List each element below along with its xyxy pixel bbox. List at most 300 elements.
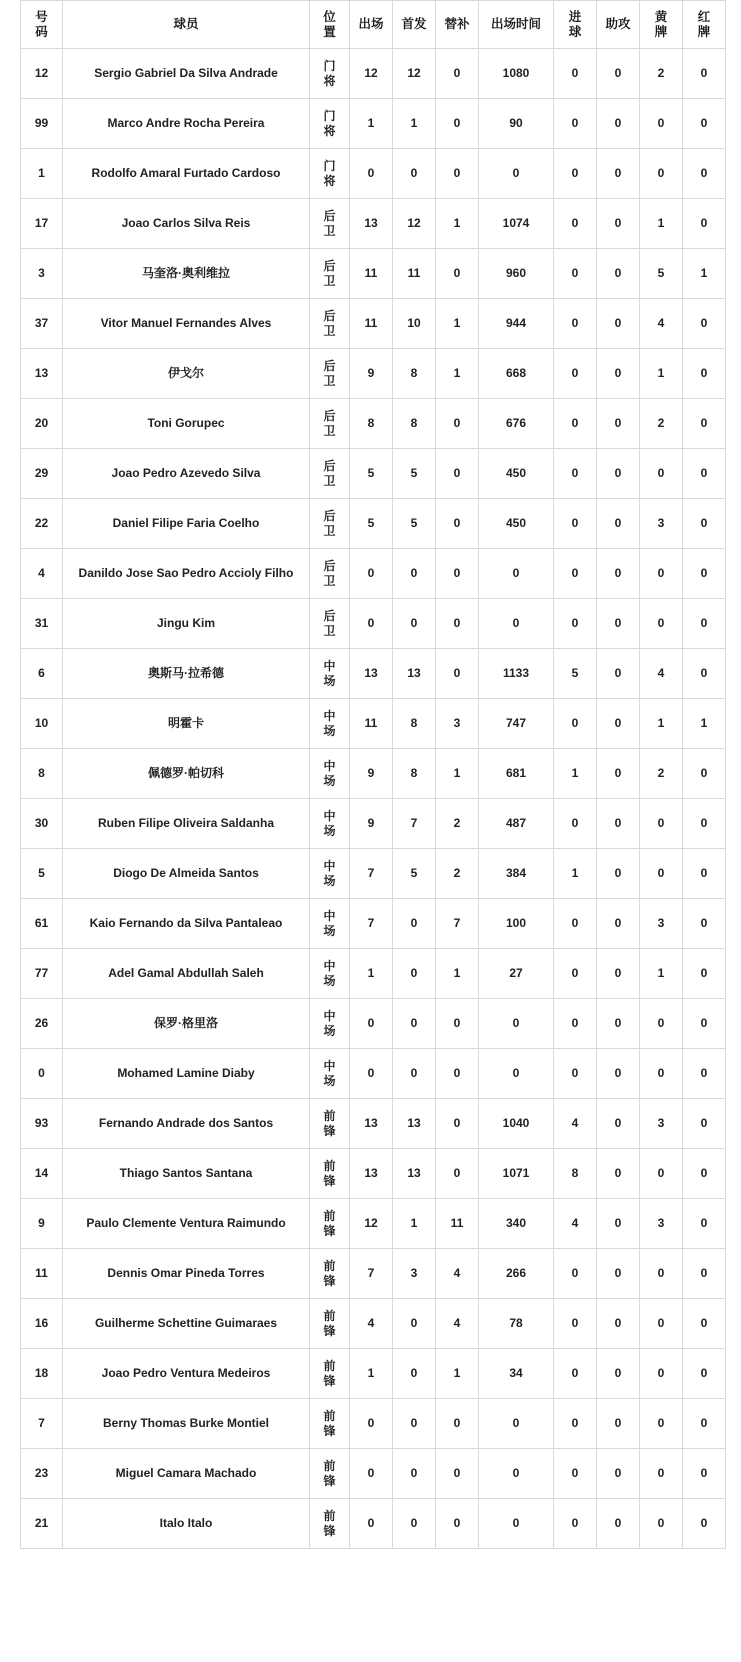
cell-yellow: 0	[640, 1299, 683, 1349]
cell-number: 61	[21, 899, 63, 949]
cell-sub: 1	[436, 749, 479, 799]
cell-starts: 12	[393, 49, 436, 99]
cell-assists: 0	[597, 599, 640, 649]
cell-number: 17	[21, 199, 63, 249]
cell-position	[310, 749, 350, 799]
cell-yellow: 1	[640, 349, 683, 399]
cell-yellow: 4	[640, 649, 683, 699]
cell-assists: 0	[597, 549, 640, 599]
cell-yellow: 2	[640, 49, 683, 99]
cell-position-label: 后卫	[323, 459, 336, 488]
cell-assists: 0	[597, 1149, 640, 1199]
cell-number: 37	[21, 299, 63, 349]
column-header-minutes: 出场时间	[479, 1, 554, 49]
table-row	[21, 349, 726, 399]
cell-red: 0	[683, 549, 726, 599]
cell-position-label: 前锋	[323, 1359, 336, 1388]
cell-sub: 0	[436, 1099, 479, 1149]
cell-position	[310, 1049, 350, 1099]
table-row	[21, 799, 726, 849]
cell-assists: 0	[597, 649, 640, 699]
cell-red: 0	[683, 749, 726, 799]
cell-assists: 0	[597, 349, 640, 399]
cell-starts: 0	[393, 149, 436, 199]
cell-player: Danildo Jose Sao Pedro Accioly Filho	[63, 549, 310, 599]
cell-minutes: 266	[479, 1249, 554, 1299]
cell-yellow: 0	[640, 799, 683, 849]
cell-number: 30	[21, 799, 63, 849]
cell-assists: 0	[597, 849, 640, 899]
cell-yellow: 3	[640, 1199, 683, 1249]
cell-number: 11	[21, 1249, 63, 1299]
cell-yellow: 0	[640, 599, 683, 649]
cell-number: 3	[21, 249, 63, 299]
cell-number: 18	[21, 1349, 63, 1399]
cell-red: 0	[683, 99, 726, 149]
column-header-assists: 助攻	[597, 1, 640, 49]
table-header	[21, 1, 726, 49]
cell-minutes: 450	[479, 449, 554, 499]
table-row	[21, 549, 726, 599]
cell-minutes: 0	[479, 149, 554, 199]
cell-position	[310, 1249, 350, 1299]
cell-red: 0	[683, 849, 726, 899]
cell-yellow: 0	[640, 99, 683, 149]
cell-position-label: 门将	[323, 159, 336, 188]
cell-player: Jingu Kim	[63, 599, 310, 649]
cell-sub: 3	[436, 699, 479, 749]
cell-player: Guilherme Schettine Guimaraes	[63, 1299, 310, 1349]
cell-sub: 0	[436, 1149, 479, 1199]
cell-assists: 0	[597, 799, 640, 849]
cell-sub: 0	[436, 99, 479, 149]
cell-starts: 0	[393, 1049, 436, 1099]
cell-sub: 0	[436, 549, 479, 599]
cell-appearances: 11	[350, 299, 393, 349]
cell-assists: 0	[597, 949, 640, 999]
cell-position-label: 后卫	[323, 209, 336, 238]
cell-appearances: 4	[350, 1299, 393, 1349]
cell-position	[310, 249, 350, 299]
cell-minutes: 960	[479, 249, 554, 299]
cell-red: 0	[683, 899, 726, 949]
cell-yellow: 0	[640, 1149, 683, 1199]
cell-appearances: 7	[350, 849, 393, 899]
cell-goals: 0	[554, 949, 597, 999]
cell-yellow: 0	[640, 1249, 683, 1299]
cell-position-label: 中场	[323, 759, 336, 788]
cell-number: 31	[21, 599, 63, 649]
cell-position	[310, 1099, 350, 1149]
player-stats-table	[20, 0, 726, 1549]
table-row	[21, 1149, 726, 1199]
column-header-position	[310, 1, 350, 49]
cell-sub: 0	[436, 599, 479, 649]
cell-red: 0	[683, 49, 726, 99]
cell-sub: 0	[436, 149, 479, 199]
cell-player: Paulo Clemente Ventura Raimundo	[63, 1199, 310, 1249]
cell-goals: 0	[554, 249, 597, 299]
cell-yellow: 0	[640, 549, 683, 599]
cell-number: 26	[21, 999, 63, 1049]
cell-minutes: 384	[479, 849, 554, 899]
cell-assists: 0	[597, 899, 640, 949]
table-body	[21, 49, 726, 1549]
cell-position-label: 中场	[323, 959, 336, 988]
cell-goals: 0	[554, 49, 597, 99]
cell-minutes: 0	[479, 1499, 554, 1549]
cell-appearances: 0	[350, 999, 393, 1049]
cell-starts: 0	[393, 549, 436, 599]
cell-minutes: 0	[479, 1049, 554, 1099]
cell-sub: 0	[436, 49, 479, 99]
cell-goals: 0	[554, 1449, 597, 1499]
cell-sub: 2	[436, 799, 479, 849]
cell-starts: 8	[393, 349, 436, 399]
cell-red: 0	[683, 999, 726, 1049]
cell-sub: 0	[436, 399, 479, 449]
cell-player: Thiago Santos Santana	[63, 1149, 310, 1199]
cell-appearances: 0	[350, 1399, 393, 1449]
cell-starts: 0	[393, 1399, 436, 1449]
cell-sub: 7	[436, 899, 479, 949]
cell-appearances: 13	[350, 1149, 393, 1199]
cell-minutes: 0	[479, 999, 554, 1049]
table-row	[21, 999, 726, 1049]
cell-appearances: 5	[350, 499, 393, 549]
column-header-position-label: 位置	[323, 10, 336, 39]
cell-yellow: 0	[640, 849, 683, 899]
cell-player: Rodolfo Amaral Furtado Cardoso	[63, 149, 310, 199]
cell-red: 0	[683, 1249, 726, 1299]
column-header-number	[21, 1, 63, 49]
cell-appearances: 1	[350, 949, 393, 999]
cell-appearances: 7	[350, 899, 393, 949]
cell-position-label: 中场	[323, 909, 336, 938]
cell-appearances: 13	[350, 199, 393, 249]
cell-player: Ruben Filipe Oliveira Saldanha	[63, 799, 310, 849]
cell-starts: 1	[393, 99, 436, 149]
cell-position-label: 中场	[323, 659, 336, 688]
cell-position-label: 后卫	[323, 409, 336, 438]
cell-starts: 13	[393, 649, 436, 699]
cell-assists: 0	[597, 249, 640, 299]
cell-sub: 0	[436, 499, 479, 549]
cell-minutes: 1133	[479, 649, 554, 699]
cell-position	[310, 1399, 350, 1449]
table-row	[21, 299, 726, 349]
cell-appearances: 11	[350, 249, 393, 299]
cell-red: 0	[683, 349, 726, 399]
table-row	[21, 1399, 726, 1449]
table-row	[21, 1199, 726, 1249]
cell-position-label: 前锋	[323, 1459, 336, 1488]
cell-number: 12	[21, 49, 63, 99]
cell-position	[310, 1449, 350, 1499]
cell-position-label: 后卫	[323, 359, 336, 388]
cell-minutes: 676	[479, 399, 554, 449]
cell-minutes: 90	[479, 99, 554, 149]
table-header-row	[21, 1, 726, 49]
cell-position	[310, 399, 350, 449]
column-header-appearances: 出场	[350, 1, 393, 49]
cell-position-label: 前锋	[323, 1159, 336, 1188]
cell-position	[310, 299, 350, 349]
column-header-red-label: 红牌	[697, 10, 711, 39]
cell-player: Marco Andre Rocha Pereira	[63, 99, 310, 149]
cell-starts: 5	[393, 499, 436, 549]
cell-goals: 8	[554, 1149, 597, 1199]
table-row	[21, 249, 726, 299]
cell-position-label: 前锋	[323, 1409, 336, 1438]
cell-assists: 0	[597, 199, 640, 249]
cell-yellow: 0	[640, 1499, 683, 1549]
cell-player: Daniel Filipe Faria Coelho	[63, 499, 310, 549]
cell-red: 0	[683, 499, 726, 549]
column-header-goals	[554, 1, 597, 49]
cell-yellow: 3	[640, 899, 683, 949]
cell-appearances: 8	[350, 399, 393, 449]
cell-starts: 3	[393, 1249, 436, 1299]
cell-red: 0	[683, 1149, 726, 1199]
cell-position	[310, 549, 350, 599]
cell-minutes: 1080	[479, 49, 554, 99]
table-row	[21, 749, 726, 799]
cell-player: Dennis Omar Pineda Torres	[63, 1249, 310, 1299]
table-row	[21, 99, 726, 149]
cell-goals: 1	[554, 749, 597, 799]
cell-yellow: 1	[640, 699, 683, 749]
cell-starts: 8	[393, 699, 436, 749]
cell-starts: 11	[393, 249, 436, 299]
cell-position	[310, 1199, 350, 1249]
cell-red: 0	[683, 149, 726, 199]
cell-minutes: 1074	[479, 199, 554, 249]
cell-position	[310, 799, 350, 849]
cell-red: 0	[683, 599, 726, 649]
cell-goals: 0	[554, 99, 597, 149]
cell-assists: 0	[597, 499, 640, 549]
cell-assists: 0	[597, 1099, 640, 1149]
column-header-starts: 首发	[393, 1, 436, 49]
column-header-player: 球员	[63, 1, 310, 49]
table-row	[21, 599, 726, 649]
cell-goals: 0	[554, 799, 597, 849]
cell-appearances: 0	[350, 1499, 393, 1549]
cell-yellow: 3	[640, 1099, 683, 1149]
cell-position-label: 后卫	[323, 309, 336, 338]
cell-number: 8	[21, 749, 63, 799]
cell-assists: 0	[597, 1449, 640, 1499]
cell-sub: 1	[436, 1349, 479, 1399]
cell-appearances: 12	[350, 49, 393, 99]
cell-player: Joao Pedro Ventura Medeiros	[63, 1349, 310, 1399]
cell-number: 99	[21, 99, 63, 149]
cell-goals: 4	[554, 1099, 597, 1149]
cell-sub: 11	[436, 1199, 479, 1249]
cell-appearances: 12	[350, 1199, 393, 1249]
cell-position	[310, 449, 350, 499]
cell-goals: 1	[554, 849, 597, 899]
cell-goals: 5	[554, 649, 597, 699]
cell-minutes: 0	[479, 1399, 554, 1449]
table-row	[21, 1249, 726, 1299]
cell-appearances: 9	[350, 799, 393, 849]
cell-position-label: 中场	[323, 1059, 336, 1088]
cell-player: 明霍卡	[63, 699, 310, 749]
cell-position	[310, 599, 350, 649]
table-row	[21, 949, 726, 999]
cell-assists: 0	[597, 1299, 640, 1349]
cell-position	[310, 1299, 350, 1349]
cell-number: 0	[21, 1049, 63, 1099]
cell-yellow: 1	[640, 199, 683, 249]
cell-appearances: 0	[350, 1449, 393, 1499]
cell-number: 4	[21, 549, 63, 599]
cell-yellow: 0	[640, 1049, 683, 1099]
cell-minutes: 668	[479, 349, 554, 399]
cell-appearances: 11	[350, 699, 393, 749]
cell-starts: 13	[393, 1099, 436, 1149]
cell-assists: 0	[597, 299, 640, 349]
cell-minutes: 340	[479, 1199, 554, 1249]
cell-number: 22	[21, 499, 63, 549]
cell-player: Berny Thomas Burke Montiel	[63, 1399, 310, 1449]
cell-position	[310, 149, 350, 199]
cell-sub: 0	[436, 1049, 479, 1099]
cell-sub: 1	[436, 949, 479, 999]
cell-starts: 0	[393, 1449, 436, 1499]
cell-starts: 5	[393, 449, 436, 499]
cell-yellow: 2	[640, 399, 683, 449]
cell-player: Toni Gorupec	[63, 399, 310, 449]
cell-goals: 0	[554, 1249, 597, 1299]
cell-goals: 0	[554, 1299, 597, 1349]
cell-red: 0	[683, 199, 726, 249]
cell-yellow: 0	[640, 999, 683, 1049]
cell-appearances: 7	[350, 1249, 393, 1299]
cell-goals: 0	[554, 1499, 597, 1549]
cell-sub: 0	[436, 449, 479, 499]
cell-appearances: 0	[350, 1049, 393, 1099]
cell-starts: 0	[393, 1299, 436, 1349]
cell-position	[310, 99, 350, 149]
table-row	[21, 1049, 726, 1099]
cell-assists: 0	[597, 49, 640, 99]
cell-yellow: 5	[640, 249, 683, 299]
column-header-red	[683, 1, 726, 49]
cell-sub: 4	[436, 1299, 479, 1349]
cell-starts: 0	[393, 899, 436, 949]
cell-assists: 0	[597, 99, 640, 149]
cell-position	[310, 349, 350, 399]
cell-minutes: 450	[479, 499, 554, 549]
cell-minutes: 34	[479, 1349, 554, 1399]
cell-starts: 5	[393, 849, 436, 899]
cell-starts: 13	[393, 1149, 436, 1199]
cell-minutes: 944	[479, 299, 554, 349]
cell-position	[310, 999, 350, 1049]
cell-red: 0	[683, 949, 726, 999]
cell-player: 伊戈尔	[63, 349, 310, 399]
cell-goals: 0	[554, 599, 597, 649]
cell-sub: 1	[436, 199, 479, 249]
cell-starts: 0	[393, 949, 436, 999]
cell-starts: 0	[393, 999, 436, 1049]
column-header-goals-label: 进球	[568, 10, 582, 39]
cell-red: 0	[683, 399, 726, 449]
cell-yellow: 0	[640, 449, 683, 499]
cell-position-label: 前锋	[323, 1259, 336, 1288]
cell-red: 0	[683, 1349, 726, 1399]
cell-position-label: 后卫	[323, 609, 336, 638]
cell-position-label: 中场	[323, 859, 336, 888]
cell-number: 16	[21, 1299, 63, 1349]
cell-goals: 0	[554, 1349, 597, 1399]
cell-number: 14	[21, 1149, 63, 1199]
cell-player: Sergio Gabriel Da Silva Andrade	[63, 49, 310, 99]
cell-starts: 1	[393, 1199, 436, 1249]
cell-assists: 0	[597, 1399, 640, 1449]
cell-minutes: 78	[479, 1299, 554, 1349]
cell-goals: 0	[554, 1049, 597, 1099]
cell-position	[310, 1349, 350, 1399]
table-row	[21, 449, 726, 499]
cell-red: 0	[683, 649, 726, 699]
cell-red: 1	[683, 249, 726, 299]
cell-assists: 0	[597, 1199, 640, 1249]
cell-minutes: 747	[479, 699, 554, 749]
cell-number: 9	[21, 1199, 63, 1249]
cell-position-label: 前锋	[323, 1509, 336, 1538]
cell-appearances: 5	[350, 449, 393, 499]
cell-player: Fernando Andrade dos Santos	[63, 1099, 310, 1149]
cell-player: 马奎洛·奥利维拉	[63, 249, 310, 299]
table-row	[21, 699, 726, 749]
cell-minutes: 1040	[479, 1099, 554, 1149]
cell-red: 0	[683, 1399, 726, 1449]
cell-goals: 0	[554, 699, 597, 749]
cell-number: 6	[21, 649, 63, 699]
cell-number: 29	[21, 449, 63, 499]
cell-position-label: 前锋	[323, 1209, 336, 1238]
cell-position	[310, 1149, 350, 1199]
cell-yellow: 2	[640, 749, 683, 799]
cell-yellow: 0	[640, 149, 683, 199]
cell-player: Miguel Camara Machado	[63, 1449, 310, 1499]
cell-appearances: 13	[350, 649, 393, 699]
cell-yellow: 4	[640, 299, 683, 349]
cell-player: Adel Gamal Abdullah Saleh	[63, 949, 310, 999]
cell-player: Italo Italo	[63, 1499, 310, 1549]
cell-appearances: 0	[350, 149, 393, 199]
cell-position	[310, 699, 350, 749]
cell-appearances: 9	[350, 349, 393, 399]
cell-minutes: 100	[479, 899, 554, 949]
cell-appearances: 1	[350, 1349, 393, 1399]
cell-goals: 0	[554, 499, 597, 549]
cell-minutes: 0	[479, 549, 554, 599]
table-row	[21, 1299, 726, 1349]
column-header-yellow-label: 黄牌	[654, 10, 668, 39]
cell-yellow: 3	[640, 499, 683, 549]
cell-sub: 2	[436, 849, 479, 899]
cell-number: 77	[21, 949, 63, 999]
cell-starts: 8	[393, 749, 436, 799]
cell-position-label: 中场	[323, 709, 336, 738]
cell-red: 0	[683, 1199, 726, 1249]
cell-red: 0	[683, 799, 726, 849]
